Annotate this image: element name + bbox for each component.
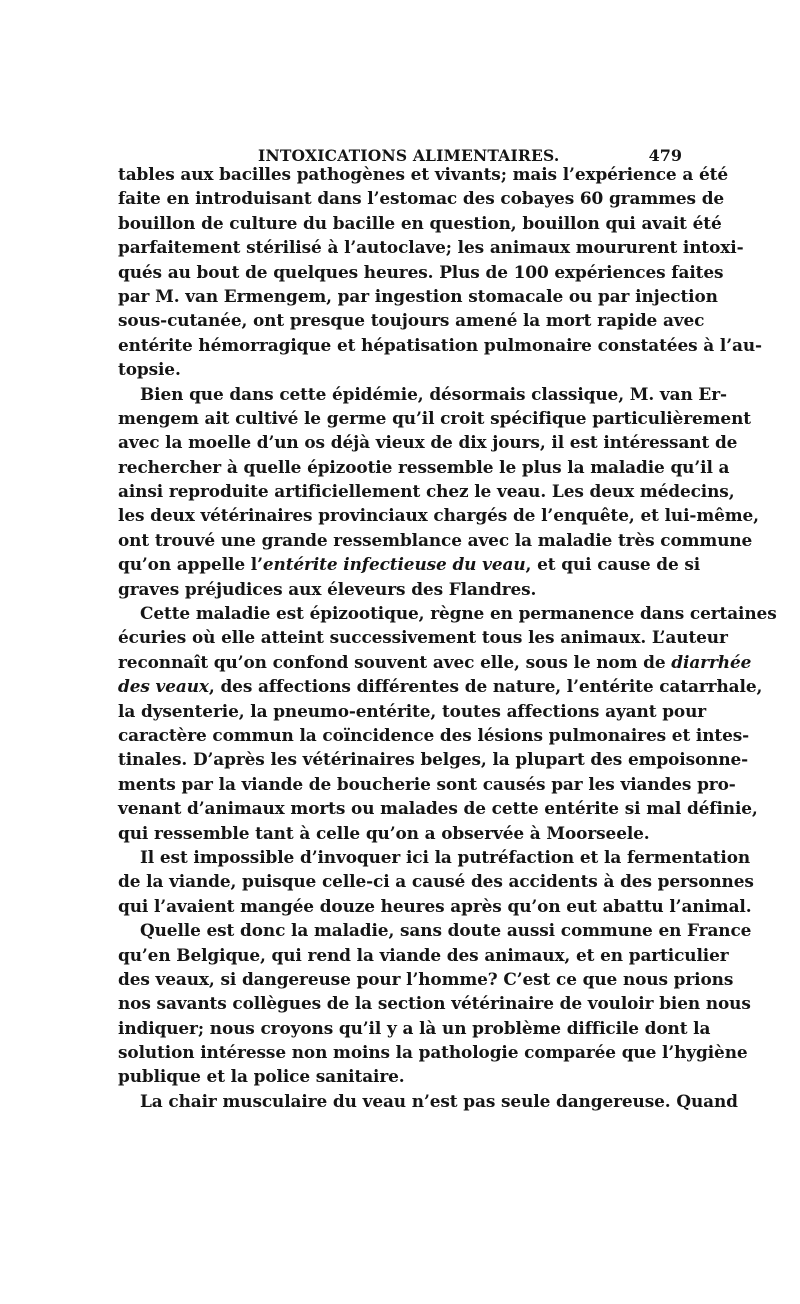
body-text xyxy=(118,162,777,1113)
text-line: mengem ait cultivé le germe qu’il croit spécifique particulièrement xyxy=(118,407,751,428)
text-line: écuries où elle atteint successivement tous les animaux. L’auteur xyxy=(118,627,728,648)
text-line: ainsi reproduite artificiellement chez le veau. Les deux médecins, xyxy=(118,481,735,502)
text-line: graves préjudices aux éleveurs des Flandres. xyxy=(118,578,537,599)
text-line: la dysenterie, la pneumo-entérite, toutes affections ayant pour xyxy=(118,700,707,721)
text-line: qués au bout de quelques heures. Plus de 100 expériences faites xyxy=(118,261,724,282)
text-line: indiquer; nous croyons qu’il y a là un problème difficile dont la xyxy=(118,1017,711,1038)
text-line: Quelle est donc la maladie, sans doute aussi commune en France xyxy=(140,920,752,941)
text-line: des veaux, si dangereuse pour l’homme? C’est ce que nous prions xyxy=(118,968,734,989)
text-line: tinales. D’après les vétérinaires belges, la plupart des empoisonne- xyxy=(118,749,749,770)
text-line: caractère commun la coïncidence des lésions pulmonaires et intes- xyxy=(118,724,750,745)
text-line: solution intéresse non moins la pathologie comparée que l’hygiène xyxy=(118,1042,748,1063)
text-line: Bien que dans cette épidémie, désormais classique, M. van Er- xyxy=(140,383,727,404)
text-line: qui l’avaient mangée douze heures après qu’on eut abattu l’animal. xyxy=(118,895,752,916)
text-line: tables aux bacilles pathogènes et vivants; mais l’expérience a été xyxy=(118,164,728,184)
text-line: parfaitement stérilisé à l’autoclave; les animaux moururent intoxi- xyxy=(118,237,744,258)
italic-phrase: entérite infectieuse du veau xyxy=(262,554,526,575)
text-line: venant d’animaux morts ou malades de cette entérite si mal définie, xyxy=(118,798,758,819)
running-title: INTOXICATIONS ALIMENTAIRES. xyxy=(258,146,560,165)
text-line xyxy=(118,552,701,576)
text-line: topsie. xyxy=(118,359,181,380)
text-line: sous-cutanée, ont presque toujours amené la mort rapide avec xyxy=(118,310,705,331)
text-line xyxy=(118,674,763,698)
text-line: Il est impossible d’invoquer ici la putréfaction et la fermentation xyxy=(140,846,751,867)
text-line: nos savants collègues de la section vétérinaire de vouloir bien nous xyxy=(118,993,751,1014)
text-line: par M. van Ermengem, par ingestion stomacale ou par injection xyxy=(118,285,718,306)
text-segment: qu’on appelle l’ xyxy=(118,554,263,575)
text-line: faite en introduisant dans l’estomac des cobayes 60 grammes de xyxy=(118,188,725,209)
italic-phrase: des veaux xyxy=(118,676,209,697)
text-line: ont trouvé une grande ressemblance avec la maladie très commune xyxy=(118,529,753,550)
text-line: de la viande, puisque celle-ci a causé des accidents à des personnes xyxy=(118,871,754,892)
text-line: bouillon de culture du bacille en question, bouillon qui avait été xyxy=(118,212,722,233)
text-line: publique et la police sanitaire. xyxy=(118,1066,405,1087)
text-line: rechercher à quelle épizootie ressemble le plus la maladie qu’il a xyxy=(118,456,730,477)
book-page xyxy=(118,118,777,1113)
text-line: les deux vétérinaires provinciaux chargés de l’enquête, et lui-même, xyxy=(118,505,759,526)
text-line: Cette maladie est épizootique, règne en permanence dans certaines xyxy=(140,603,777,624)
text-line xyxy=(118,650,752,674)
text-segment: , et qui cause de si xyxy=(525,554,701,575)
italic-phrase: diarrhée xyxy=(671,651,752,672)
text-line: qu’en Belgique, qui rend la viande des animaux, et en particulier xyxy=(118,944,729,965)
text-line: ments par la viande de boucherie sont causés par les viandes pro- xyxy=(118,773,736,794)
text-segment: reconnaît qu’on confond souvent avec elle, sous le nom de xyxy=(118,651,672,672)
text-line: entérite hémorragique et hépatisation pulmonaire constatées à l’au- xyxy=(118,334,762,355)
page-number: 479 xyxy=(648,146,682,165)
text-line: avec la moelle d’un os déjà vieux de dix jours, il est intéressant de xyxy=(118,432,738,453)
text-segment: , des affections différentes de nature, l’entérite catarrhale, xyxy=(208,676,763,697)
text-line: qui ressemble tant à celle qu’on a observée à Moorseele. xyxy=(118,822,650,843)
running-head xyxy=(118,118,684,165)
text-line: La chair musculaire du veau n’est pas seule dangereuse. Quand xyxy=(140,1090,738,1111)
